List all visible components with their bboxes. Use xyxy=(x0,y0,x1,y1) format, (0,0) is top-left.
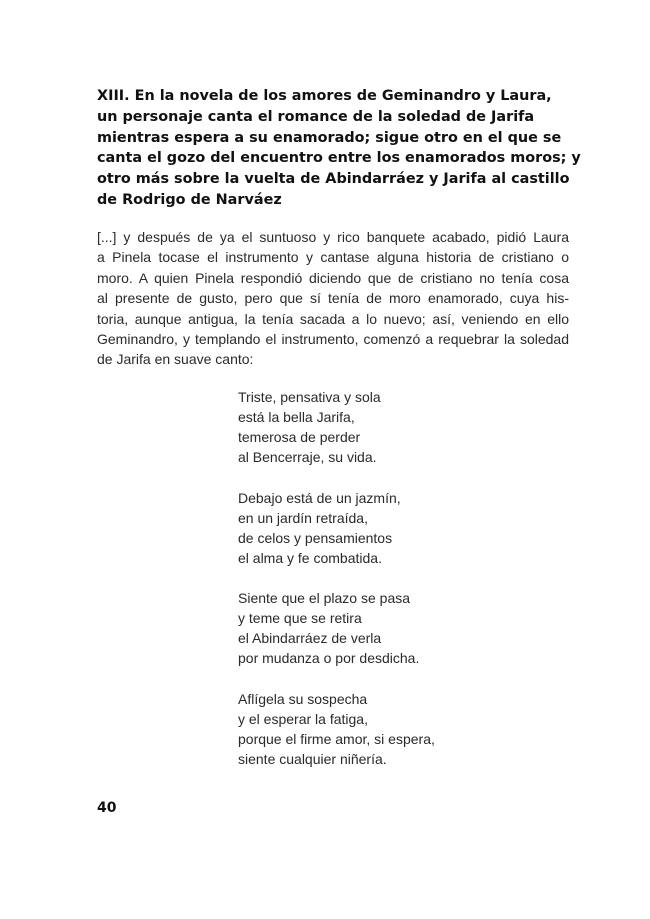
prose-line: de Jarifa en suave canto: xyxy=(97,351,254,368)
prose-line: a Pinela tocase el instrumento y cantase alguna historia de cristiano o xyxy=(97,249,569,266)
heading-line: un personaje canta el romance de la soledad de Jarifa xyxy=(97,108,535,125)
prose-paragraph xyxy=(97,227,569,370)
prose-line: toria, aunque antigua, la tenía sacada a lo nuevo; así, veniendo en ello xyxy=(97,310,569,327)
verse-line: de celos y pensamientos xyxy=(238,529,393,546)
poem-stanza xyxy=(238,588,538,668)
verse-line: y el esperar la fatiga, xyxy=(238,710,368,727)
verse-line: está la bella Jarifa, xyxy=(238,409,355,426)
verse-line: porque el firme amor, si espera, xyxy=(238,730,435,747)
verse-line: temerosa de perder xyxy=(238,429,361,446)
prose-line: al presente de gusto, pero que sí tenía de moro enamorado, cuya his- xyxy=(97,290,569,307)
heading-line: de Rodrigo de Narváez xyxy=(97,191,282,208)
prose-line: [...] y después de ya el suntuoso y rico banquete acabado, pidió Laura xyxy=(97,229,569,245)
verse-line: Aflígela su sospecha xyxy=(238,690,368,707)
verse-line: al Bencerraje, su vida. xyxy=(238,449,377,466)
prose-line: Geminandro, y templando el instrumento, comenzó a requebrar la soledad xyxy=(97,331,569,348)
poem-stanza xyxy=(238,488,538,568)
verse-line: Siente que el plazo se pasa xyxy=(238,590,411,607)
verse-line: por mudanza o por desdicha. xyxy=(238,650,420,667)
verse-line: y teme que se retira xyxy=(238,610,362,627)
page-number: 40 xyxy=(97,800,117,816)
verse-line: Debajo está de un jazmín, xyxy=(238,489,401,506)
poem xyxy=(238,387,538,789)
verse-line: Triste, pensativa y sola xyxy=(238,389,381,405)
verse-line: en un jardín retraída, xyxy=(238,509,368,526)
section-heading xyxy=(97,86,581,211)
prose-line: moro. A quien Pinela respondió diciendo que de cristiano no tenía cosa xyxy=(97,269,569,286)
heading-line: mientras espera a su enamorado; sigue otro en el que se xyxy=(97,129,562,146)
heading-line: XIII. En la novela de los amores de Geminandro y Laura, xyxy=(97,88,552,104)
verse-line: el alma y fe combatida. xyxy=(238,549,382,566)
heading-line: otro más sobre la vuelta de Abindarráez y Jarifa al castillo xyxy=(97,171,570,188)
verse-line: el Abindarráez de verla xyxy=(238,630,382,647)
poem-stanza xyxy=(238,689,538,769)
verse-line: siente cualquier niñería. xyxy=(238,750,387,767)
heading-line: canta el gozo del encuentro entre los enamorados moros; y xyxy=(97,150,581,167)
poem-stanza xyxy=(238,387,538,467)
